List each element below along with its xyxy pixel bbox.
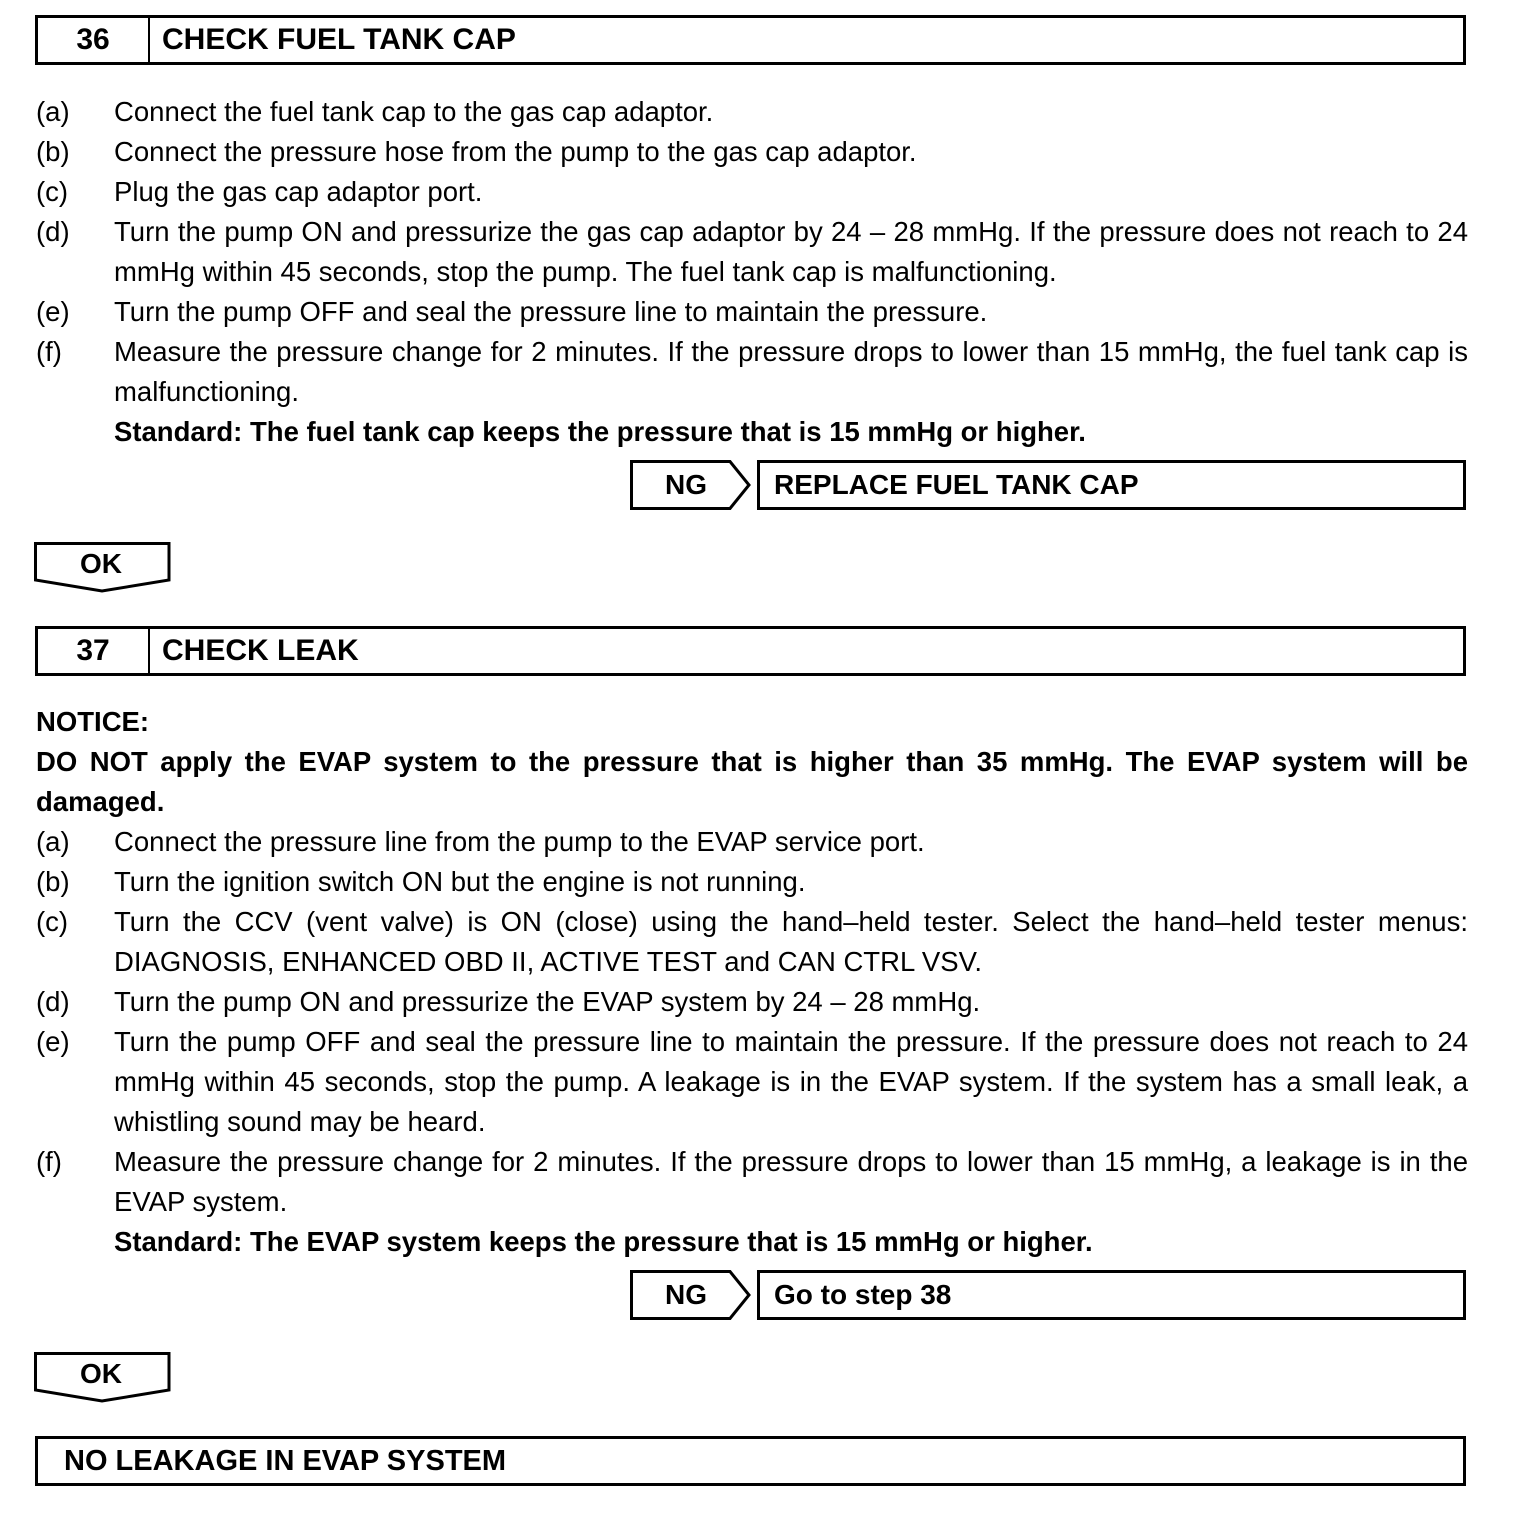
- item-text: Connect the pressure hose from the pump to the gas cap adaptor.: [114, 136, 917, 167]
- list-item: [36, 1142, 1468, 1222]
- ok-label: OK: [80, 1358, 122, 1389]
- standard-text: Standard: The EVAP system keeps the pressure that is 15 mmHg or higher.: [114, 1226, 1093, 1257]
- item-label: (c): [36, 906, 69, 937]
- standard-note: [36, 412, 1468, 452]
- ng-label: NG: [665, 1279, 707, 1310]
- standard-note: [36, 1222, 1468, 1262]
- step-title: CHECK FUEL TANK CAP: [162, 23, 516, 56]
- item-label: (b): [36, 136, 70, 167]
- item-text: Turn the pump ON and pressurize the gas cap adaptor by 24 – 28 mmHg. If the pressure does not reach to 24 mmHg within 45 seconds, stop the pump. The fuel tank cap is malfunctioning.: [114, 216, 1468, 287]
- item-text: Turn the ignition switch ON but the engine is not running.: [114, 866, 806, 897]
- list-item: [36, 132, 1468, 172]
- final-result-box: NO LEAKAGE IN EVAP SYSTEM: [35, 1436, 1466, 1486]
- ok-branch-36: [34, 542, 172, 594]
- list-item: [36, 982, 1468, 1022]
- item-text: Measure the pressure change for 2 minutes. If the pressure drops to lower than 15 mmHg, the fuel tank cap is malfunctioning.: [114, 336, 1468, 407]
- item-label: (a): [36, 826, 70, 857]
- item-text: Measure the pressure change for 2 minutes. If the pressure drops to lower than 15 mmHg, a leakage is in the EVAP system.: [114, 1146, 1468, 1217]
- list-item: [36, 92, 1468, 132]
- ng-branch-36: [630, 460, 750, 510]
- list-item: [36, 212, 1468, 292]
- list-item: [36, 862, 1468, 902]
- notice-text: DO NOT apply the EVAP system to the pressure that is higher than 35 mmHg. The EVAP system will be damaged.: [36, 746, 1468, 817]
- item-text: Turn the pump OFF and seal the pressure line to maintain the pressure.: [114, 296, 988, 327]
- ok-branch-37: [34, 1352, 172, 1404]
- step-title: CHECK LEAK: [162, 634, 359, 667]
- item-label: (d): [36, 986, 70, 1017]
- item-text: Connect the fuel tank cap to the gas cap adaptor.: [114, 96, 714, 127]
- ng-result-box: Go to step 38: [757, 1270, 1466, 1320]
- item-label: (e): [36, 1026, 70, 1057]
- step-number: 36: [38, 18, 150, 62]
- list-item: [36, 902, 1468, 982]
- item-label: (f): [36, 1146, 62, 1177]
- item-text: Plug the gas cap adaptor port.: [114, 176, 483, 207]
- item-label: (e): [36, 296, 70, 327]
- step-number: 37: [38, 629, 150, 673]
- list-item: [36, 172, 1468, 212]
- notice-title: NOTICE:: [36, 706, 150, 737]
- item-text: Turn the pump ON and pressurize the EVAP system by 24 – 28 mmHg.: [114, 986, 981, 1017]
- item-label: (c): [36, 176, 69, 207]
- item-text: Turn the pump OFF and seal the pressure line to maintain the pressure. If the pressure does not reach to 24 mmHg within 45 seconds, stop the pump. A leakage is in the EVAP system. If the system has a small leak, a whistling sound may be heard.: [114, 1026, 1468, 1137]
- list-item: [36, 292, 1468, 332]
- item-text: Turn the CCV (vent valve) is ON (close) using the hand–held tester. Select the hand–held tester menus: DIAGNOSIS, ENHANCED OBD II, ACTIVE TEST and CAN CTRL VSV.: [114, 906, 1468, 977]
- item-label: (f): [36, 336, 62, 367]
- list-item: [36, 822, 1468, 862]
- ok-label: OK: [80, 548, 122, 579]
- item-label: (a): [36, 96, 70, 127]
- item-label: (d): [36, 216, 70, 247]
- standard-text: Standard: The fuel tank cap keeps the pressure that is 15 mmHg or higher.: [114, 416, 1086, 447]
- item-text: Connect the pressure line from the pump to the EVAP service port.: [114, 826, 925, 857]
- list-item: [36, 332, 1468, 412]
- item-label: (b): [36, 866, 70, 897]
- list-item: [36, 1022, 1468, 1142]
- ng-branch-37: [630, 1270, 750, 1320]
- step-36-header: [35, 15, 1466, 65]
- step-37-header: [35, 626, 1466, 676]
- ng-result-box: REPLACE FUEL TANK CAP: [757, 460, 1466, 510]
- ng-label: NG: [665, 469, 707, 500]
